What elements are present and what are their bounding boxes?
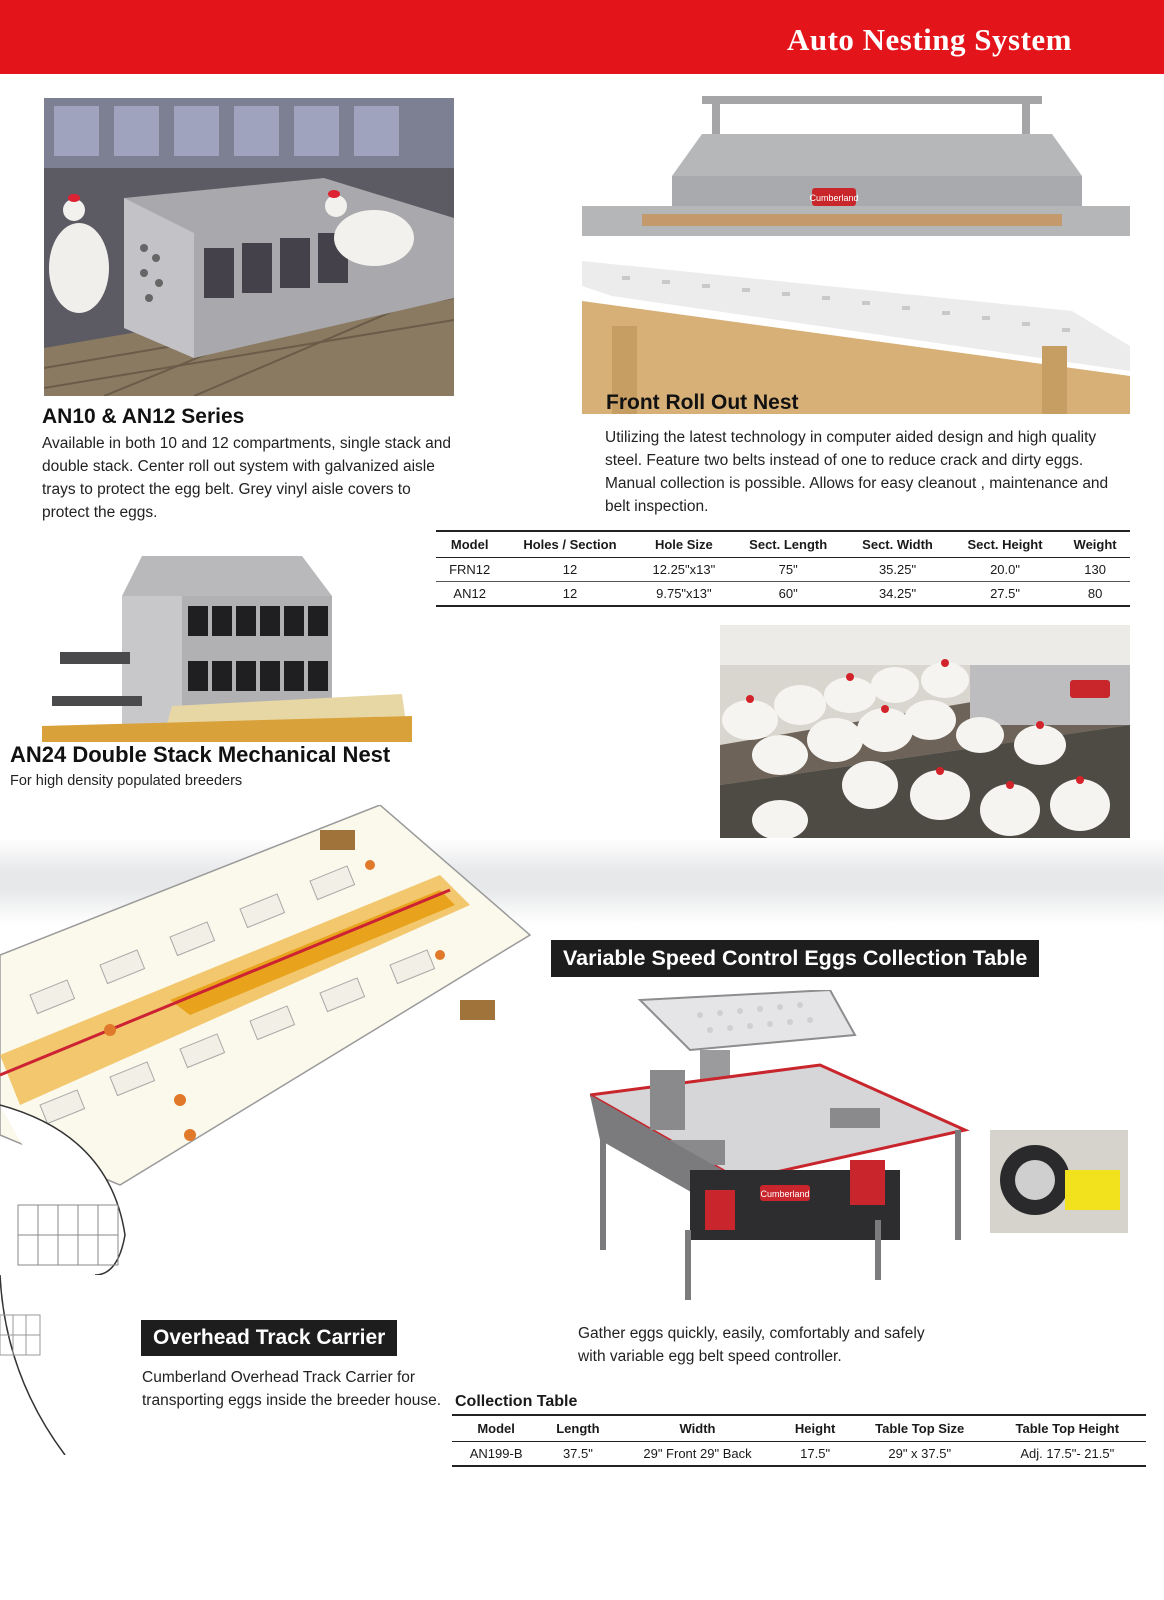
collection-table-title: Collection Table (455, 1393, 578, 1410)
front-roll-title: Front Roll Out Nest (606, 391, 799, 414)
table-cell: 60" (731, 582, 845, 607)
table-cell: 34.25" (845, 582, 950, 607)
table-cell: 27.5" (950, 582, 1060, 607)
front-roll-description: Utilizing the latest technology in computer aided design and high quality steel. Feature two belts instead of one to reduce crack and dirty eggs. Manual collection is possible. Allows for easy cleanout , maintenance and belt inspection. (605, 429, 1109, 515)
table-header-cell: Height (779, 1415, 850, 1442)
table-header-cell: Sect. Length (731, 531, 845, 558)
table-header-cell: Weight (1060, 531, 1130, 558)
an24-description: For high density populated breeders (10, 773, 243, 789)
an24-title: AN24 Double Stack Mechanical Nest (10, 742, 391, 767)
overhead-description: Cumberland Overhead Track Carrier for transporting eggs inside the breeder house. (142, 1369, 442, 1409)
variable-speed-title: Variable Speed Control Eggs Collection Table (551, 940, 1039, 977)
an24-photo (42, 556, 412, 742)
table-header-cell: Hole Size (637, 531, 732, 558)
page-title: Auto Nesting System (786, 22, 1072, 57)
table-header-cell: Table Top Size (851, 1415, 989, 1442)
collection-spec-table-wrapper (452, 1414, 1146, 1467)
variable-speed-caption: Gather eggs quickly, easily, comfortably and safely with variable egg belt speed controller. (578, 1325, 925, 1365)
overhead-detail-illustration (0, 1275, 80, 1455)
front-roll-brand-text: Cumberland (809, 193, 859, 203)
breeder-hens-photo (720, 625, 1130, 847)
table-row (452, 1442, 1146, 1467)
table-header-cell: Table Top Height (989, 1415, 1146, 1442)
overhead-track-illustration (0, 805, 545, 1275)
table-header-cell: Length (540, 1415, 615, 1442)
table-cell: 17.5" (779, 1442, 850, 1467)
table-row (436, 582, 1130, 607)
collection-table-brand-text: Cumberland (760, 1189, 810, 1199)
table-cell: 20.0" (950, 558, 1060, 582)
collection-spec-table (452, 1414, 1146, 1467)
speed-controller-photo (990, 1130, 1128, 1233)
nest-spec-table-wrapper (436, 530, 1130, 607)
table-cell: 12.25"x13" (637, 558, 732, 582)
table-cell: AN199-B (452, 1442, 540, 1467)
table-header-cell: Sect. Height (950, 531, 1060, 558)
nest-spec-table (436, 530, 1130, 607)
table-cell: 29" x 37.5" (851, 1442, 989, 1467)
table-cell: 80 (1060, 582, 1130, 607)
table-cell: 9.75"x13" (637, 582, 732, 607)
table-header-row (436, 531, 1130, 558)
collection-table-photo (590, 990, 970, 1315)
table-cell: 12 (503, 582, 636, 607)
table-header-cell: Model (436, 531, 503, 558)
table-cell: 12 (503, 558, 636, 582)
an-series-photo (44, 98, 454, 396)
table-header-cell: Model (452, 1415, 540, 1442)
table-cell: FRN12 (436, 558, 503, 582)
an-series-title: AN10 & AN12 Series (42, 405, 245, 428)
an-series-description: Available in both 10 and 12 compartments, single stack and double stack. Center roll out system with galvanized aisle trays to protect the egg belt. Grey vinyl aisle covers to protect the eggs. (42, 435, 451, 521)
table-cell: 130 (1060, 558, 1130, 582)
table-cell: AN12 (436, 582, 503, 607)
table-header-cell: Holes / Section (503, 531, 636, 558)
table-cell: 37.5" (540, 1442, 615, 1467)
table-cell: Adj. 17.5"- 21.5" (989, 1442, 1146, 1467)
table-cell: 75" (731, 558, 845, 582)
table-cell: 35.25" (845, 558, 950, 582)
table-row (436, 558, 1130, 582)
front-roll-out-photo (582, 96, 1130, 414)
table-header-cell: Width (616, 1415, 780, 1442)
table-header-row (452, 1415, 1146, 1442)
overhead-title: Overhead Track Carrier (141, 1320, 397, 1356)
table-cell: 29" Front 29" Back (616, 1442, 780, 1467)
table-header-cell: Sect. Width (845, 531, 950, 558)
